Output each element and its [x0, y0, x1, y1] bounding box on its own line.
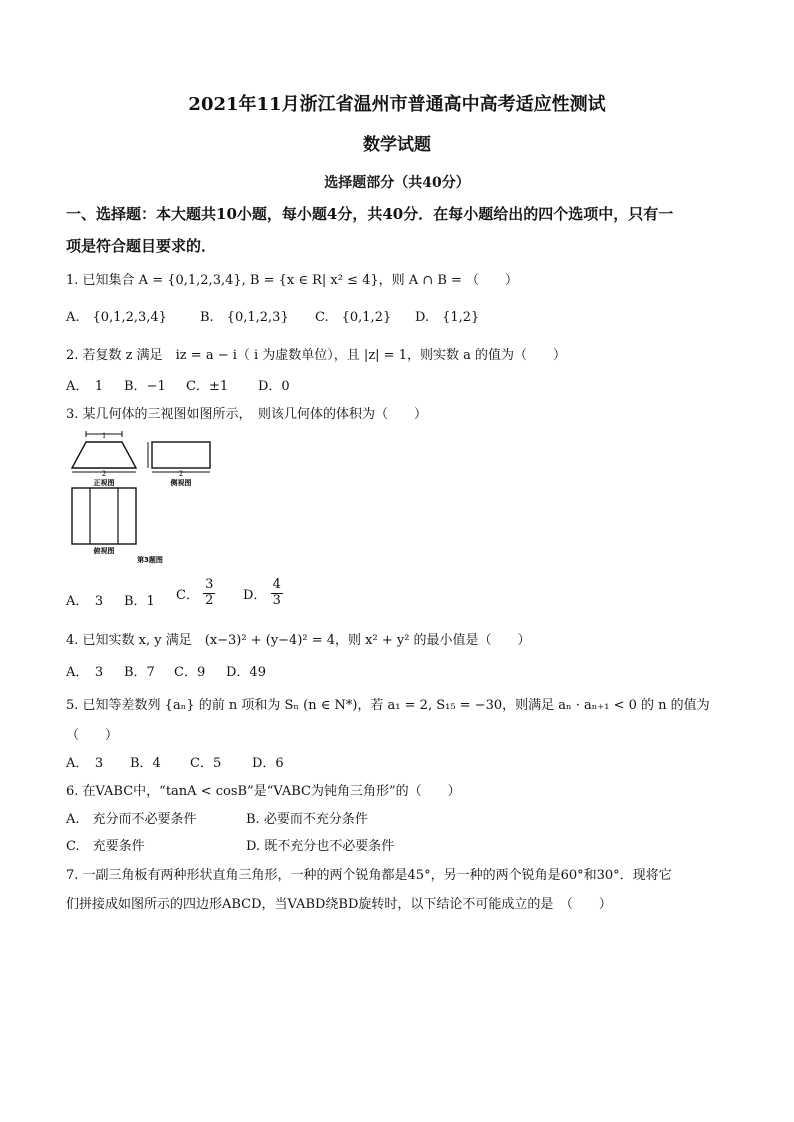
question-7-line1: 7. 一副三角板有两种形状直角三角形，一种的两个锐角都是45°，另一种的两个锐角是60°和30°．现将它: [66, 868, 672, 883]
q3-c-numerator: 3: [205, 577, 214, 592]
q2-option-d: D．0: [258, 379, 290, 394]
q6-option-d: D. 既不充分也不必要条件: [246, 839, 395, 854]
front-bottom-dim: 2: [102, 469, 106, 478]
q3-option-d: [243, 578, 283, 609]
q6-option-a: A. 充分而不必要条件: [66, 812, 197, 827]
question-7-line2: 们拼接成如图所示的四边形ABCD，当VABD绕BD旋转时，以下结论不可能成立的是 （ ）: [66, 897, 612, 912]
front-view-label: 正视图: [93, 479, 115, 487]
exam-subtitle: 数学试题: [363, 135, 431, 155]
side-bottom-dim: 2: [179, 469, 183, 478]
top-view: [72, 488, 136, 544]
q4-option-a: A． 3: [66, 665, 104, 680]
q3-option-d-fraction: [271, 578, 283, 609]
section-instructions-line2: 项是符合题目要求的．: [66, 237, 217, 255]
q5-option-c: C．5: [190, 756, 222, 771]
q4-option-b: B．7: [124, 665, 155, 680]
q3-option-c: [176, 578, 215, 609]
top-view-label: 俯视图: [93, 547, 115, 555]
side-view-label: 侧视图: [170, 479, 192, 487]
q3-option-b: B．1: [124, 594, 155, 609]
section-instructions-line1: 一、选择题：本大题共10小题，每小题4分，共40分．在每小题给出的四个选项中，只有一: [66, 205, 674, 223]
side-view: [148, 442, 210, 472]
q3-d-denominator: 3: [272, 592, 281, 608]
q6-option-b: B. 必要而不充分条件: [246, 812, 368, 827]
q5-option-b: B．4: [130, 756, 161, 771]
q6-option-c: C. 充要条件: [66, 839, 145, 854]
q3-option-c-label: C．: [176, 587, 199, 603]
question-4: 4. 已知实数 x, y 满足 (x−3)² + (y−4)² = 4，则 x² + y² 的最小值是（ ）: [66, 633, 531, 648]
part-heading: 选择题部分（共40分）: [324, 175, 470, 191]
q5-option-a: A． 3: [66, 756, 104, 771]
figure-caption: 第3题图: [137, 556, 163, 564]
q3-option-a: A． 3: [66, 594, 104, 609]
q2-option-a: A． 1: [66, 379, 104, 394]
q1-option-b: B. {0,1,2,3}: [200, 310, 289, 325]
question-1: 1. 已知集合 A = {0,1,2,3,4}, B = {x ∈ R| x² ≤ 4}，则 A ∩ B = （ ）: [66, 273, 519, 288]
q3-c-denominator: 2: [205, 592, 214, 608]
q2-option-c: C．±1: [186, 379, 229, 394]
three-view-figure: [64, 428, 224, 568]
q3-option-d-label: D．: [243, 587, 267, 603]
q3-d-numerator: 4: [272, 577, 281, 592]
q1-option-d: D. {1,2}: [415, 310, 480, 325]
q3-option-c-fraction: [203, 578, 215, 609]
question-2: 2. 若复数 z 满足 iz = a − i（ i 为虚数单位），且 |z| = 1，则实数 a 的值为（ ）: [66, 348, 566, 363]
q4-option-d: D．49: [226, 665, 266, 680]
question-6: 6. 在VABC中，“tanA < cosB”是“VABC为钝角三角形”的（ ）: [66, 784, 461, 799]
q4-option-c: C．9: [174, 665, 206, 680]
question-5-continued: （ ）: [66, 728, 119, 743]
question-3: 3. 某几何体的三视图如图所示， 则该几何体的体积为（ ）: [66, 407, 428, 422]
question-5: 5. 已知等差数列 {aₙ} 的前 n 项和为 Sₙ (n ∈ N*)，若 a₁ = 2, S₁₅ = −30，则满足 aₙ · aₙ₊₁ < 0 的 n 的值为: [66, 698, 710, 713]
q1-option-c: C. {0,1,2}: [315, 310, 392, 325]
q5-option-d: D．6: [252, 756, 284, 771]
exam-title: 2021年11月浙江省温州市普通高中高考适应性测试: [188, 94, 606, 115]
front-top-dim: 1: [102, 431, 106, 440]
q1-option-a: A. {0,1,2,3,4}: [66, 310, 167, 325]
q2-option-b: B．−1: [124, 379, 166, 394]
